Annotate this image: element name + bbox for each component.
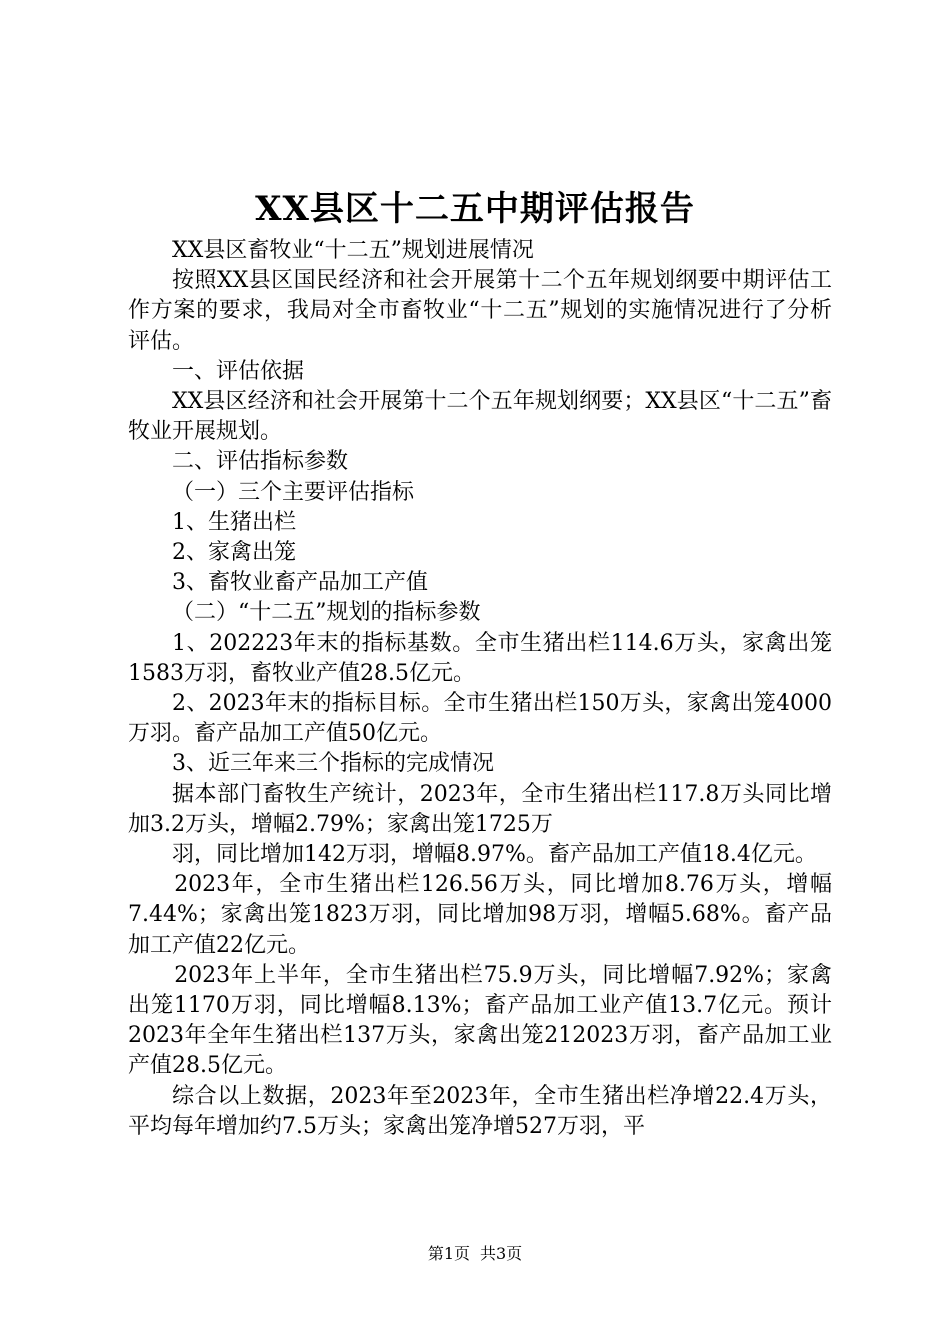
subsection-heading-plan: （二）“十二五”规划的指标参数 — [172, 600, 481, 626]
document-body — [128, 236, 832, 1142]
section-heading-params: 二、评估指标参数 — [172, 449, 349, 475]
paragraph-stats-year1: 据本部门畜牧生产统计，2023年，全市生猪出栏117.8万头同比增加3.2万头，增幅2.79%；家禽出笼1725万 — [128, 781, 832, 837]
paragraph-basis: XX县区经济和社会开展第十二个五年规划纲要；XX县区“十二五”畜牧业开展规划。 — [128, 389, 832, 445]
list-item: 3、畜牧业畜产品加工产值 — [172, 570, 428, 596]
paragraph-stats-year2: 2023年，全市生猪出栏126.56万头，同比增加8.76万头，增幅7.44%；家禽出笼1823万羽，同比增加98万羽，增幅5.68%。畜产品加工产值22亿元。 — [128, 872, 832, 958]
paragraph-intro: 按照XX县区国民经济和社会开展第十二个五年规划纲要中期评估工作方案的要求，我局对全市畜牧业“十二五”规划的实施情况进行了分析评估。 — [128, 268, 832, 354]
subsection-heading-main: （一）三个主要评估指标 — [172, 479, 415, 505]
page-total: 共3页 — [480, 1244, 523, 1263]
document-title: XX县区十二五中期评估报告 — [255, 189, 695, 229]
page-footer — [0, 1244, 950, 1264]
paragraph-target: 2、2023年末的指标目标。全市生猪出栏150万头，家禽出笼4000万羽。畜产品加工产值50亿元。 — [128, 691, 832, 747]
list-item: 2、家禽出笼 — [172, 540, 296, 566]
paragraph-stats-year1-cont: 羽，同比增加142万羽，增幅8.97%。畜产品加工产值18.4亿元。 — [172, 842, 817, 868]
section-heading-basis: 一、评估依据 — [172, 358, 305, 384]
paragraph-subtitle: XX县区畜牧业“十二五”规划进展情况 — [172, 238, 534, 263]
paragraph-stats-halfyear: 2023年上半年，全市生猪出栏75.9万头，同比增幅7.92%；家禽出笼1170万羽，同比增幅8.13%；畜产品加工业产值13.7亿元。预计2023年全年生猪出栏137万头，家禽出笼212023万羽，畜产品加工业产值28.5亿元。 — [128, 962, 832, 1079]
list-item: 1、生猪出栏 — [172, 509, 296, 535]
page-number: 第1页 — [427, 1244, 470, 1263]
paragraph-baseline: 1、202223年末的指标基数。全市生猪出栏114.6万头，家禽出笼1583万羽，畜牧业产值28.5亿元。 — [128, 630, 832, 686]
paragraph-summary: 综合以上数据，2023年至2023年，全市生猪出栏净增22.4万头，平均每年增加约7.5万头；家禽出笼净增527万羽，平 — [128, 1083, 832, 1139]
paragraph-progress-heading: 3、近三年来三个指标的完成情况 — [172, 751, 494, 777]
